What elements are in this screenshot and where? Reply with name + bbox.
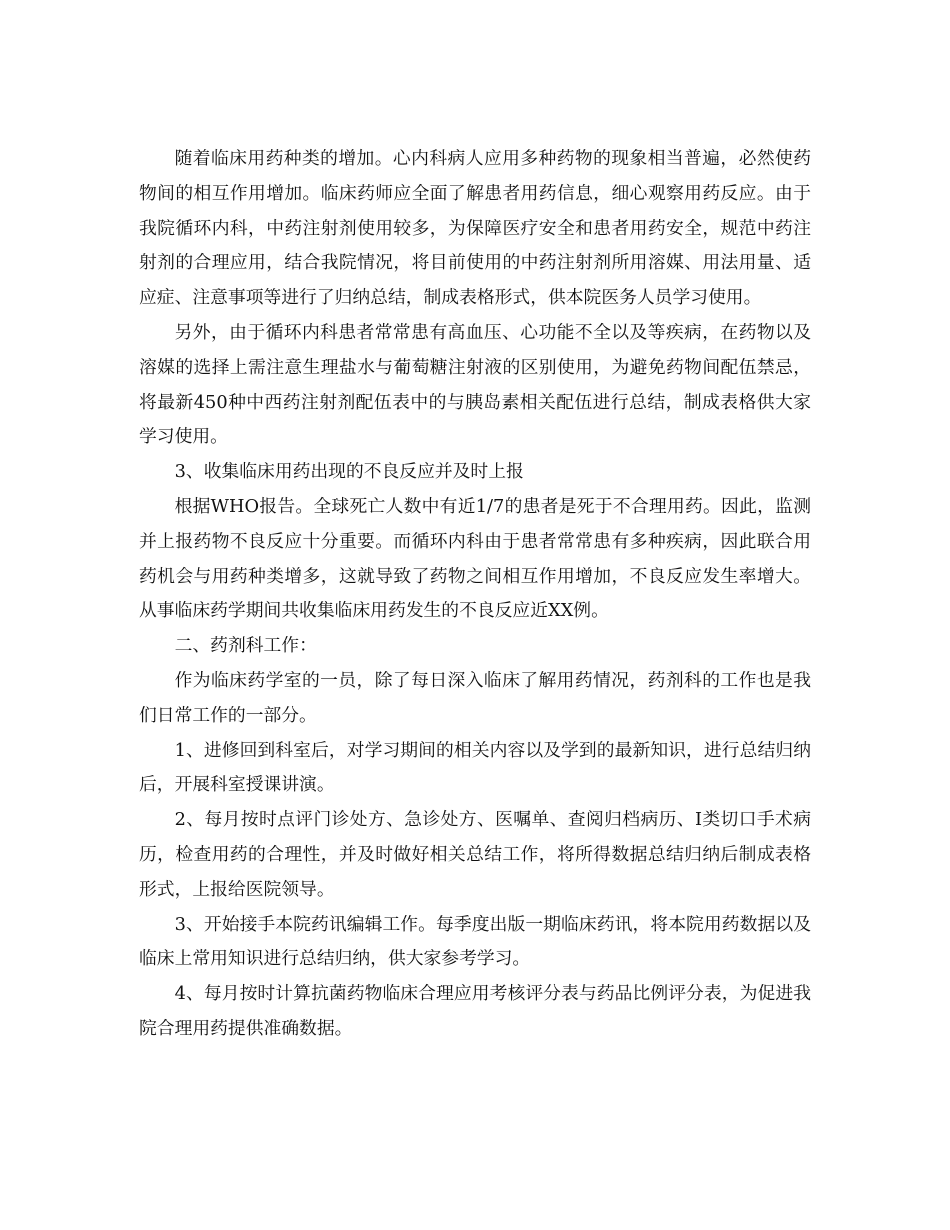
list-item-2: 2、每月按时点评门诊处方、急诊处方、医嘱单、查阅归档病历、Ⅰ类切口手术病历，检查用药的合理性，并及时做好相关总结工作，将所得数据总结归纳后制成表格形式，上报给医院领导。 (139, 809, 811, 900)
heading-adverse-reactions: 3、收集临床用药出现的不良反应并及时上报 (174, 461, 524, 483)
document-body (139, 142, 811, 1047)
heading-pharmacy-work: 二、药剂科工作： (174, 635, 317, 657)
paragraph-who-report: 根据WHO报告。全球死亡人数中有近1/7的患者是死于不合理用药。因此，监测并上报药物不良反应十分重要。而循环内科由于患者常常患有多种疾病，因此联合用药机会与用药种类增多，这就导致了药物之间相互作用增加，不良反应发生率增大。从事临床药学期间共收集临床用药发生的不良反应近XX例。 (139, 495, 811, 622)
paragraph-pharmacy-intro: 作为临床药学室的一员，除了每日深入临床了解用药情况，药剂科的工作也是我们日常工作的一部分。 (139, 669, 811, 726)
list-item-4: 4、每月按时计算抗菌药物临床合理应用考核评分表与药品比例评分表，为促进我院合理用药提供准确数据。 (139, 983, 811, 1039)
list-item-1: 1、进修回到科室后，对学习期间的相关内容以及学到的最新知识，进行总结归纳后，开展科室授课讲演。 (139, 739, 811, 796)
list-item-3: 3、开始接手本院药讯编辑工作。每季度出版一期临床药讯，将本院用药数据以及临床上常用知识进行总结归纳，供大家参考学习。 (139, 913, 811, 970)
paragraph-drug-interactions: 随着临床用药种类的增加。心内科病人应用多种药物的现象相当普遍，必然使药物间的相互作用增加。临床药师应全面了解患者用药信息，细心观察用药反应。由于我院循环内科，中药注射剂使用较多，为保障医疗安全和患者用药安全，规范中药注射剂的合理应用，结合我院情况，将目前使用的中药注射剂所用溶媒、用法用量、适应症、注意事项等进行了归纳总结，制成表格形式，供本院医务人员学习使用。 (139, 148, 811, 309)
paragraph-solvent-selection: 另外，由于循环内科患者常常患有高血压、心功能不全以及等疾病，在药物以及溶媒的选择上需注意生理盐水与葡萄糖注射液的区别使用，为避免药物间配伍禁忌，将最新450种中西药注射剂配伍表中的与胰岛素相关配伍进行总结，制成表格供大家学习使用。 (139, 321, 811, 448)
